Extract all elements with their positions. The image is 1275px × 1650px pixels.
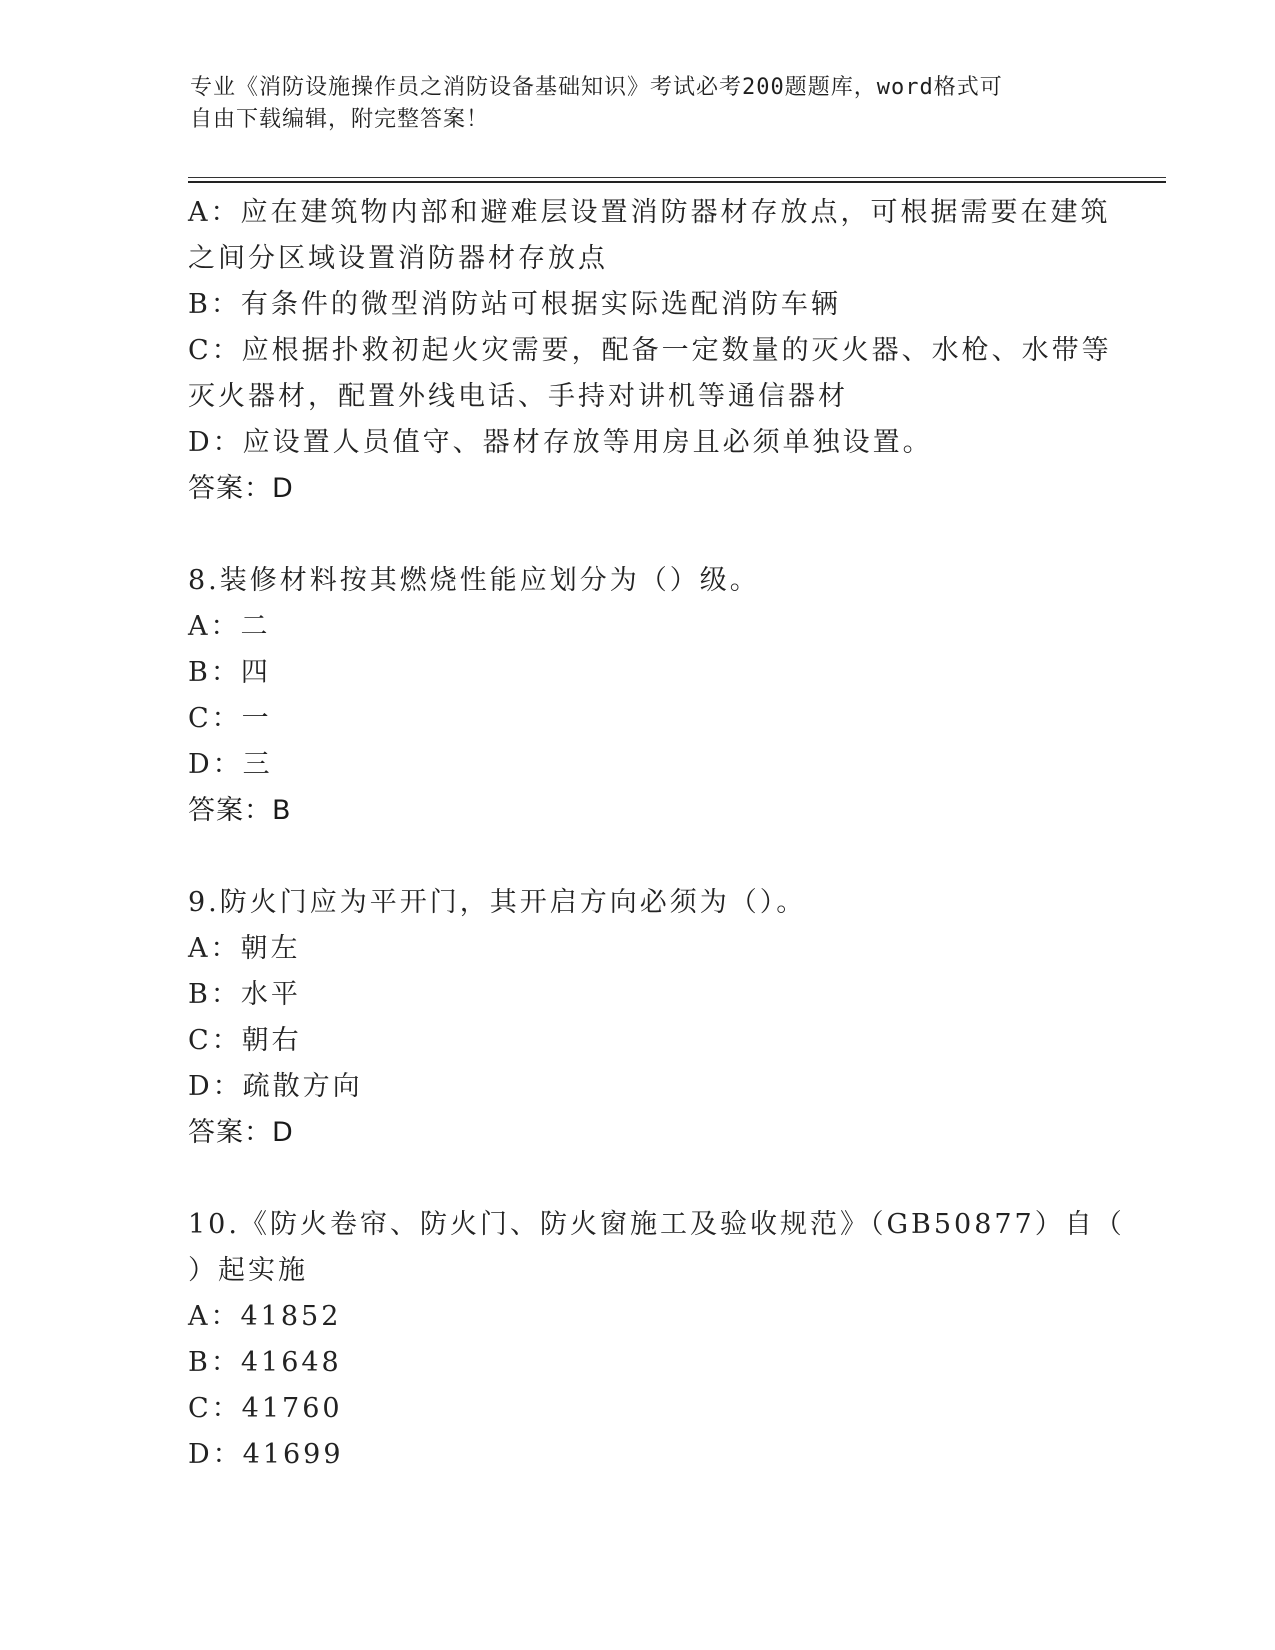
question-text: 9.防火门应为平开门，其开启方向必须为（）。 (188, 887, 807, 918)
option-a: A：朝左 (188, 933, 301, 964)
option-c: C：41760 (188, 1393, 343, 1424)
option-c: C：朝右 (188, 1025, 302, 1056)
question-text-line-1: 10.《防火卷帘、防火门、防火窗施工及验收规范》（GB50877）自（ (188, 1209, 1125, 1240)
option-a-line-2: 之间分区域设置消防器材存放点 (188, 243, 608, 274)
header-divider-thick (188, 181, 1166, 183)
answer-label: 答案：D (188, 1117, 294, 1148)
spacer (188, 834, 1088, 880)
option-c-line-1: C：应根据扑救初起火灾需要，配备一定数量的灭火器、水枪、水带等 (188, 335, 1112, 366)
question-text: 8.装修材料按其燃烧性能应划分为（）级。 (188, 565, 760, 596)
answer-label: 答案：B (188, 795, 292, 826)
option-a-line-1: A：应在建筑物内部和避难层设置消防器材存放点，可根据需要在建筑 (188, 197, 1111, 228)
option-a: A：二 (188, 611, 271, 642)
option-d: D：三 (188, 749, 273, 780)
question-block-10 (188, 1202, 1125, 1478)
question-text-line-2: ）起实施 (188, 1255, 308, 1286)
option-d: D：疏散方向 (188, 1071, 363, 1102)
option-a: A：41852 (188, 1301, 342, 1332)
option-d: D：41699 (188, 1439, 344, 1470)
spacer (188, 1156, 1088, 1202)
question-list (188, 190, 1125, 1478)
option-b: B：有条件的微型消防站可根据实际选配消防车辆 (188, 289, 841, 320)
option-d: D：应设置人员值守、器材存放等用房且必须单独设置。 (188, 427, 933, 458)
answer-label: 答案：D (188, 473, 294, 504)
question-block-8 (188, 558, 1088, 834)
option-c: C：一 (188, 703, 272, 734)
header-line-1: 专业《消防设施操作员之消防设备基础知识》考试必考200题题库，word格式可 (190, 75, 1003, 100)
option-b: B：四 (188, 657, 271, 688)
question-block-9 (188, 880, 1088, 1156)
header-line-2: 自由下载编辑，附完整答案！ (190, 107, 490, 132)
question-block-7 (188, 190, 1112, 512)
header-divider-thin (188, 177, 1166, 178)
option-b: B：41648 (188, 1347, 342, 1378)
option-c-line-2: 灭火器材，配置外线电话、手持对讲机等通信器材 (188, 381, 848, 412)
spacer (188, 512, 1088, 558)
document-header (190, 72, 1090, 136)
option-b: B：水平 (188, 979, 301, 1010)
